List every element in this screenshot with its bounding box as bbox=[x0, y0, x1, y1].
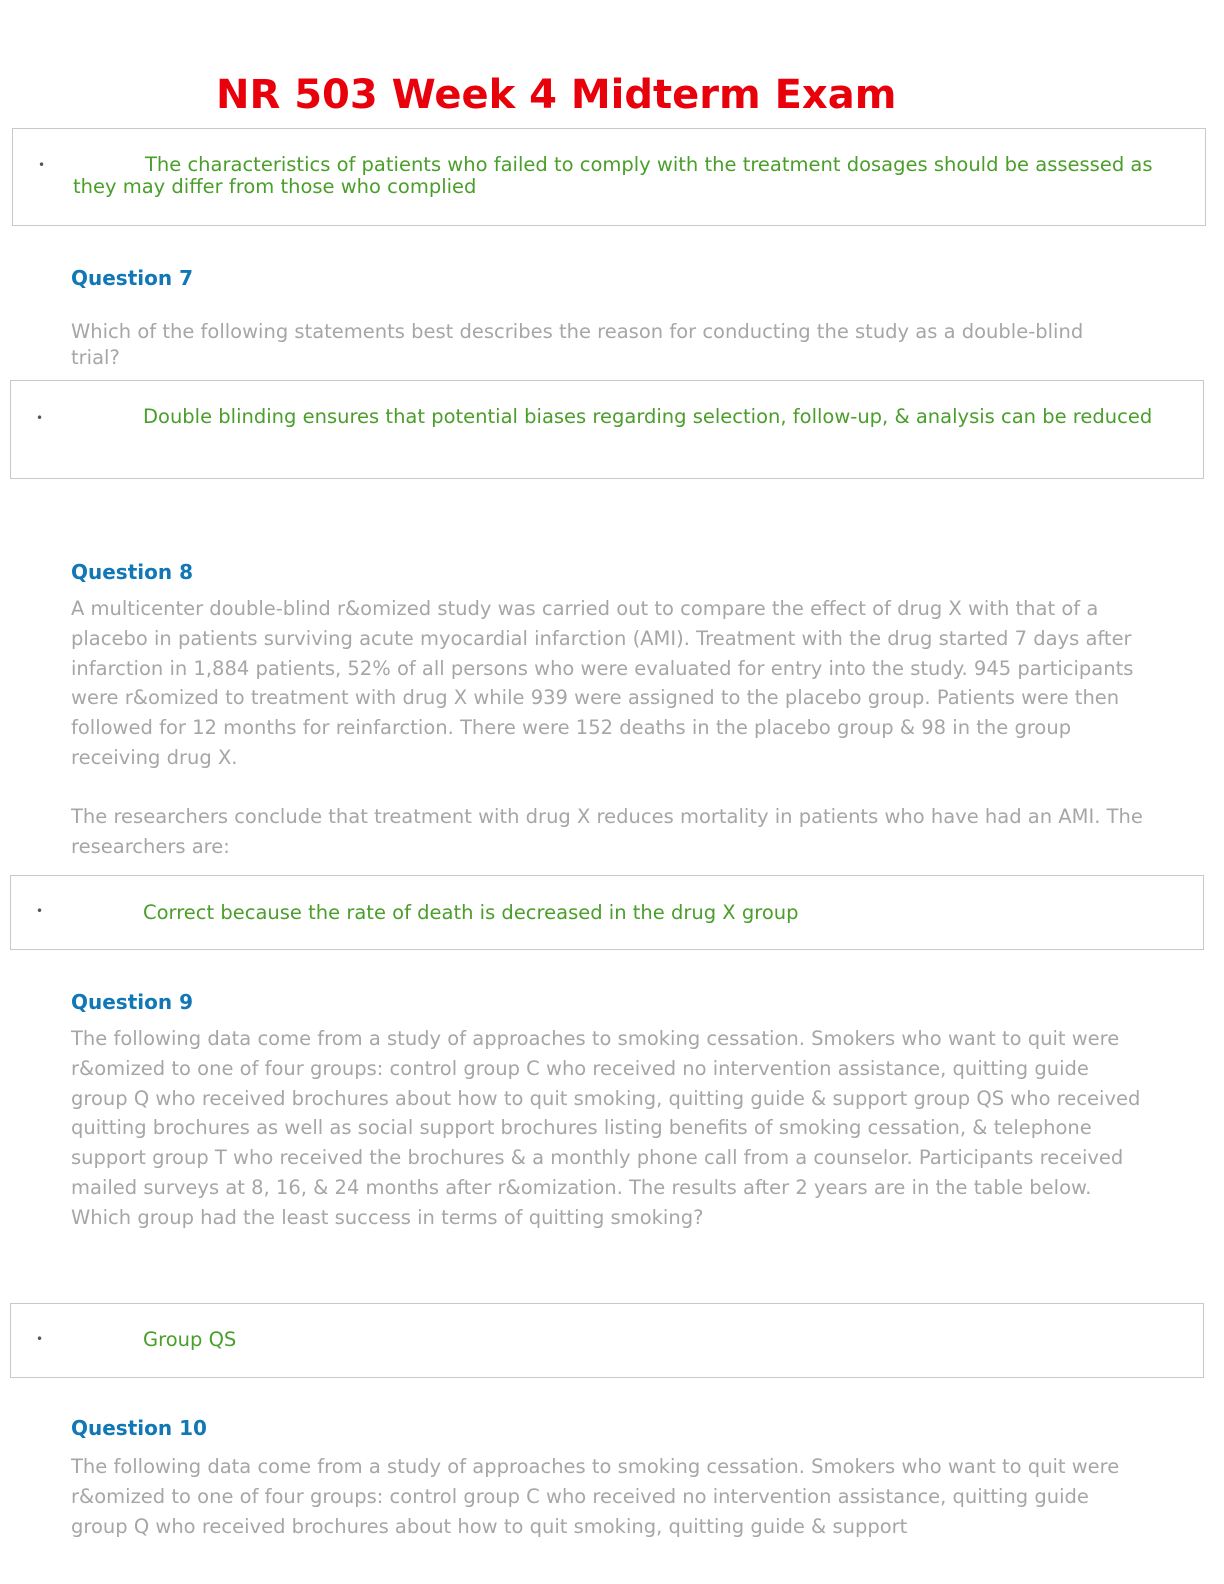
question-9-text: The following data come from a study of approaches to smoking cessation. Smokers who want to quit were r&omized to one of four groups: control group C who received no intervention assistance, quitting guide group Q who received brochures about how to quit smoking, quitting guide & support group QS who received quitting brochures as well as social support brochures listing benefits of smoking cessation, & telephone support group T who received the brochures & a monthly phone call from a counselor. Participants received mailed surveys at 8, 16, & 24 months after r&omization. The results after 2 years are in the table below. Which group had the least success in terms of quitting smoking? bbox=[71, 1027, 1141, 1229]
question-8-text: A multicenter double-blind r&omized study was carried out to compare the effect of drug X with that of a placebo in patients surviving acute myocardial infarction (AMI). Treatment with the drug started 7 days after infarction in 1,884 patients, 52% of all persons who were evaluated for entry into the study. 945 participants were r&omized to treatment with drug X while 939 were assigned to the placebo group. Patients were then followed for 12 months for reinfarction. There were 152 deaths in the placebo group & 98 in the group receiving drug X. bbox=[71, 597, 1134, 769]
bullet-icon: • bbox=[36, 1332, 44, 1346]
bullet-icon: • bbox=[36, 411, 44, 425]
question-10-heading: Question 10 bbox=[71, 1416, 207, 1440]
answer-box-q6[interactable] bbox=[12, 128, 1206, 226]
answer-box-q8[interactable] bbox=[10, 875, 1204, 950]
question-9-heading: Question 9 bbox=[71, 990, 193, 1014]
bullet-icon: • bbox=[36, 904, 44, 918]
question-7-text: Which of the following statements best describes the reason for conducting the study as a double-blind trial? bbox=[71, 320, 1084, 369]
answer-text-q9: Group QS bbox=[143, 1328, 237, 1351]
question-7-heading: Question 7 bbox=[71, 266, 193, 290]
bullet-icon: • bbox=[38, 158, 46, 172]
question-8-heading: Question 8 bbox=[71, 560, 193, 584]
question-8-text-2: The researchers conclude that treatment with drug X reduces mortality in patients who have had an AMI. The researchers are: bbox=[71, 805, 1143, 858]
question-10-text: The following data come from a study of approaches to smoking cessation. Smokers who want to quit were r&omized to one of four groups: control group C who received no intervention assistance, quitting guide group Q who received brochures about how to quit smoking, quitting guide & support bbox=[71, 1455, 1120, 1538]
answer-text-q8: Correct because the rate of death is decreased in the drug X group bbox=[143, 901, 799, 924]
answer-text-q6: The characteristics of patients who failed to comply with the treatment dosages should be assessed as they may differ from those who complied bbox=[73, 153, 1153, 198]
answer-box-q9[interactable] bbox=[10, 1303, 1204, 1378]
page-title: NR 503 Week 4 Midterm Exam bbox=[216, 72, 897, 118]
answer-text-q7: Double blinding ensures that potential biases regarding selection, follow-up, & analysis can be reduced bbox=[143, 405, 1153, 428]
answer-box-q7[interactable] bbox=[10, 380, 1204, 479]
